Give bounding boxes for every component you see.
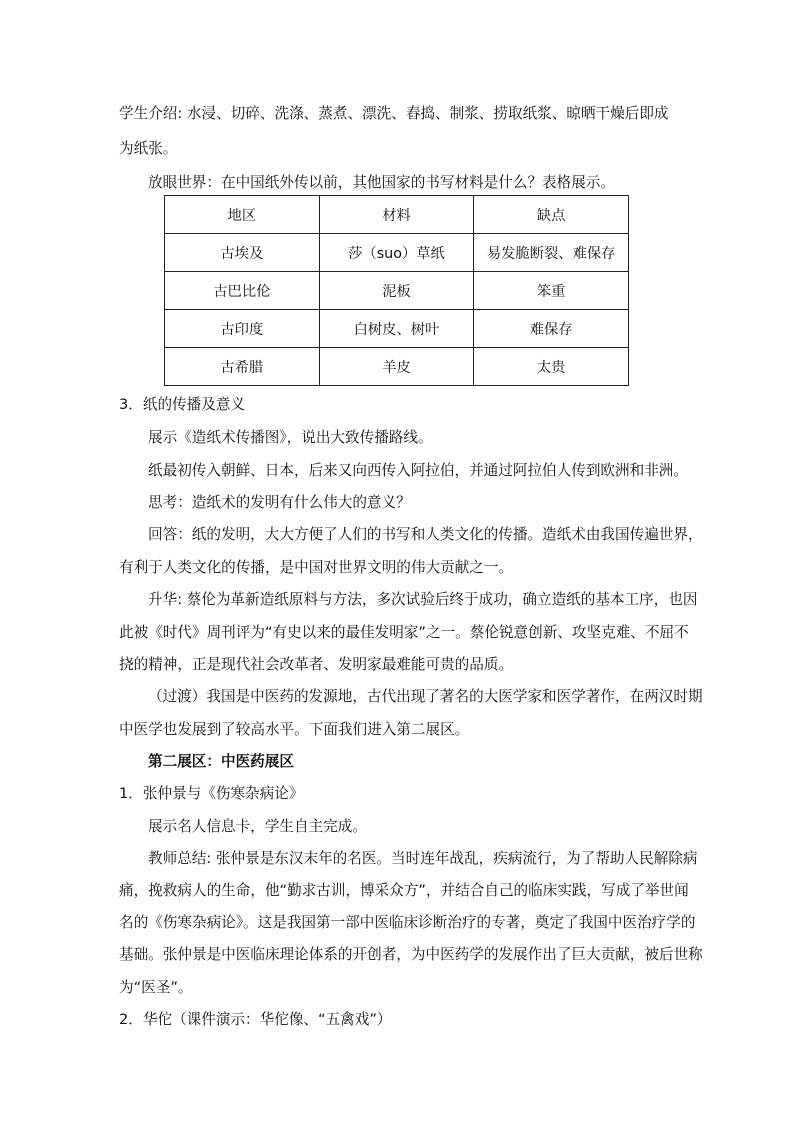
table-cell: 羊皮 (319, 348, 474, 386)
table-header-cell: 地区 (165, 196, 320, 234)
paragraph-text: 展示名人信息卡，学生自主完成。 (148, 818, 367, 835)
paragraph-text: 学生介绍: 水浸、切碎、洗涤、蒸煮、漂洗、舂捣、制浆、捞取纸浆、晾晒干燥后即成 (119, 105, 669, 122)
table-cell: 泥板 (319, 272, 474, 310)
table-header-cell: 缺点 (474, 196, 629, 234)
table-row (165, 272, 629, 310)
paragraph-text: 升华: 蔡伦为革新造纸原料与方法，多次试验后终于成功，确立造纸的基本工序，也因 (148, 591, 698, 608)
paragraph-text: 回答：纸的发明，大大方便了人们的书写和人类文化的传播。造纸术由我国传遍世界， (148, 526, 703, 543)
table-cell: 莎（suo）草纸 (319, 234, 474, 272)
table-row (165, 234, 629, 272)
paragraph-text: 思考：造纸术的发明有什么伟大的意义？ (148, 494, 411, 511)
paragraph-text: 为“医圣”。 (119, 979, 193, 996)
table-cell: 白树皮、树叶 (319, 310, 474, 348)
table-row (165, 348, 629, 386)
paragraph-text: 放眼世界：在中国纸外传以前，其他国家的书写材料是什么？表格展示。 (148, 174, 616, 191)
paragraph-text: 为纸张。 (119, 140, 178, 157)
table-cell: 笨重 (474, 272, 629, 310)
writing-materials-table (164, 195, 629, 386)
section-heading: 2．华佗（课件演示：华佗像、“五禽戏”） (119, 1011, 392, 1028)
table-header-row (165, 196, 629, 234)
paragraph-text: 教师总结: 张仲景是东汉末年的名医。当时连年战乱，疾病流行，为了帮助人民解除病 (148, 850, 698, 867)
table-cell: 易发脆断裂、难保存 (474, 234, 629, 272)
table-row (165, 310, 629, 348)
paragraph-text: 名的《伤寒杂病论》。这是我国第一部中医临床诊断治疗的专著，奠定了我国中医治疗学的 (119, 914, 696, 931)
table-cell: 难保存 (474, 310, 629, 348)
paragraph-text: 纸最初传入朝鲜、日本，后来又向西传入阿拉伯，并通过阿拉伯人传到欧洲和非洲。 (148, 462, 688, 479)
paragraph-text: 基础。张仲景是中医临床理论体系的开创者，为中医药学的发展作出了巨大贡献，被后世称 (119, 946, 703, 963)
table-cell: 古印度 (165, 310, 320, 348)
paragraph-text: （过渡）我国是中医药的发源地，古代出现了著名的大医学家和医学著作，在两汉时期 (148, 688, 703, 705)
table-header-cell: 材料 (319, 196, 474, 234)
section-heading: 1．张仲景与《伤寒杂病论》 (119, 785, 304, 802)
table-cell: 古希腊 (165, 348, 320, 386)
paragraph-text: 挠的精神，正是现代社会改革者、发明家最难能可贵的品质。 (119, 656, 514, 673)
paragraph-text: 痛，挽救病人的生命，他“勤求古训，博采众方”，并结合自己的临床实践，写成了举世闻 (119, 882, 689, 899)
exhibit-heading: 第二展区：中医药展区 (148, 753, 294, 770)
section-heading: 3．纸的传播及意义 (119, 396, 246, 413)
paragraph-text: 展示《造纸术传播图》，说出大致传播路线。 (148, 429, 433, 446)
table-cell: 太贵 (474, 348, 629, 386)
table-cell: 古埃及 (165, 234, 320, 272)
paragraph-text: 中医学也发展到了较高水平。下面我们进入第二展区。 (119, 721, 470, 738)
paragraph-text: 此被《时代》周刊评为“有史以来的最佳发明家”之一。蔡伦锐意创新、攻坚克难、不屈不 (119, 624, 689, 641)
paragraph-text: 有利于人类文化的传播，是中国对世界文明的伟大贡献之一。 (119, 559, 514, 576)
table-cell: 古巴比伦 (165, 272, 320, 310)
